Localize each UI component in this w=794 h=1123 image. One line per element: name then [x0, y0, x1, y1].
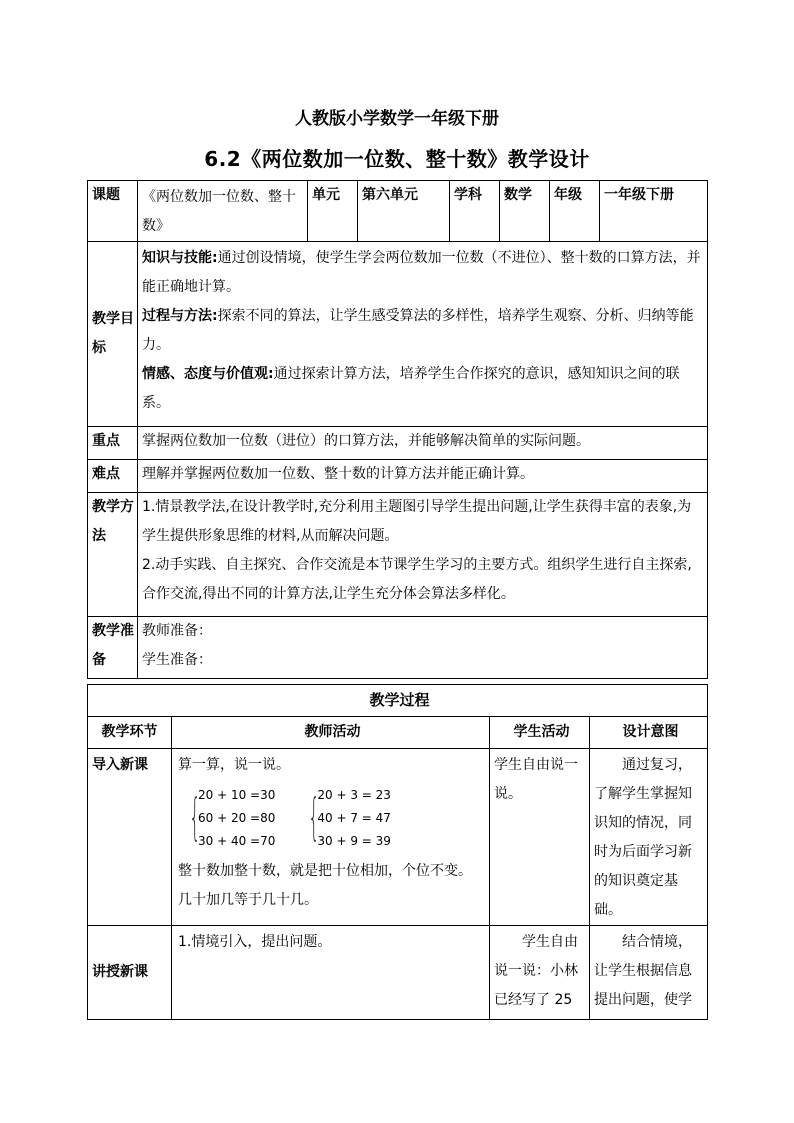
teach-student: 学生自由说一说：小林已经写了 25 [490, 926, 590, 1020]
intro-student: 学生自由说一说。 [490, 749, 590, 926]
subject-value: 数学 [500, 181, 550, 242]
subject-label: 学科 [450, 181, 500, 242]
intro-teacher-line2: 整十数加整十数，就是把十位相加，个位不变。几十加几等于几十几。 [178, 863, 472, 908]
topic-label: 课题 [88, 181, 138, 242]
math-line: 30 + 40 =70 [198, 834, 276, 848]
process-table [87, 684, 708, 1020]
methods-label: 教学方法 [88, 493, 138, 617]
header-student: 学生活动 [490, 717, 590, 749]
goal-knowledge-head: 知识与技能: [142, 250, 218, 266]
brace-icon: { [189, 788, 201, 846]
goal-knowledge [142, 244, 703, 302]
teach-row [88, 926, 708, 1020]
teach-teacher: 1.情境引入，提出问题。 [172, 926, 490, 1020]
intro-teacher-line1: 算一算，说一说。 [178, 757, 290, 773]
goal-process-head: 过程与方法: [142, 308, 218, 324]
document-subtitle: 6.2《两位数加一位数、整十数》教学设计 [204, 147, 590, 171]
methods-content [138, 493, 708, 617]
prep-row [88, 617, 708, 679]
difficulty-text: 理解并掌握两位数加一位数、整十数的计算方法并能正确计算。 [138, 460, 708, 493]
difficulty-label: 难点 [88, 460, 138, 493]
goals-row [88, 242, 708, 427]
goals-label: 教学目标 [88, 242, 138, 427]
intro-teacher [172, 749, 490, 926]
intro-stage: 导入新课 [88, 749, 172, 926]
lesson-info-table [87, 180, 708, 679]
prep-teacher: 教师准备： [142, 623, 212, 639]
math-group-1 [186, 784, 275, 853]
unit-value: 第六单元 [358, 181, 450, 242]
teach-intent: 结合情境，让学生根据信息提出问题，使学 [590, 926, 708, 1020]
header-stage: 教学环节 [88, 717, 172, 749]
math-line: 30 + 9 = 39 [317, 834, 391, 848]
process-title: 教学过程 [88, 685, 708, 717]
goal-emotion [142, 360, 703, 418]
document-title: 人教版小学数学一年级下册 [295, 109, 499, 129]
teach-stage: 讲授新课 [88, 926, 172, 1020]
methods-row [88, 493, 708, 617]
goal-emotion-text: 通过探索计算方法，培养学生合作探究的意识，感知知识之间的联系。 [142, 366, 680, 411]
goal-process [142, 302, 703, 360]
header-intent: 设计意图 [590, 717, 708, 749]
math-group-2 [305, 784, 391, 853]
goal-process-text: 探索不同的算法，让学生感受算法的多样性，培养学生观察、分析、归纳等能力。 [142, 308, 694, 353]
prep-label: 教学准备 [88, 617, 138, 679]
topic-row [88, 181, 708, 242]
intro-intent: 通过复习，了解学生掌握知识知的情况，同时为后面学习新的知识奠定基础。 [590, 749, 708, 926]
grade-value: 一年级下册 [600, 181, 708, 242]
math-line: 20 + 10 =30 [198, 788, 276, 802]
math-line: 40 + 7 = 47 [317, 811, 391, 825]
method-2: 2.动手实践、自主探究、合作交流是本节课学生学习的主要方式。组织学生进行自主探索,合作交流,得出不同的计算方法,让学生充分体会算法多样化。 [142, 557, 692, 602]
unit-label: 单元 [308, 181, 358, 242]
difficulty-row [88, 460, 708, 493]
prep-content [138, 617, 708, 679]
math-line: 20 + 3 = 23 [317, 788, 391, 802]
math-line: 60 + 20 =80 [198, 811, 276, 825]
goal-knowledge-text: 通过创设情境，使学生学会两位数加一位数（不进位）、整十数的口算方法，并能正确地计算。 [142, 250, 701, 295]
process-title-row [88, 685, 708, 717]
topic-value: 《两位数加一位数、整十数》 [138, 181, 308, 242]
math-examples [186, 784, 489, 853]
key-text: 掌握两位数加一位数（进位）的口算方法，并能够解决简单的实际问题。 [138, 427, 708, 460]
process-header-row [88, 717, 708, 749]
key-row [88, 427, 708, 460]
key-label: 重点 [88, 427, 138, 460]
intro-row [88, 749, 708, 926]
grade-label: 年级 [550, 181, 600, 242]
goals-content [138, 242, 708, 427]
header-teacher: 教师活动 [172, 717, 490, 749]
brace-icon: { [308, 788, 320, 846]
method-1: 1.情景教学法,在设计教学时,充分利用主题图引导学生提出问题,让学生获得丰富的表象,为学生提供形象思维的材料,从而解决问题。 [142, 499, 692, 544]
prep-student: 学生准备： [142, 652, 212, 668]
goal-emotion-head: 情感、态度与价值观: [142, 366, 274, 382]
